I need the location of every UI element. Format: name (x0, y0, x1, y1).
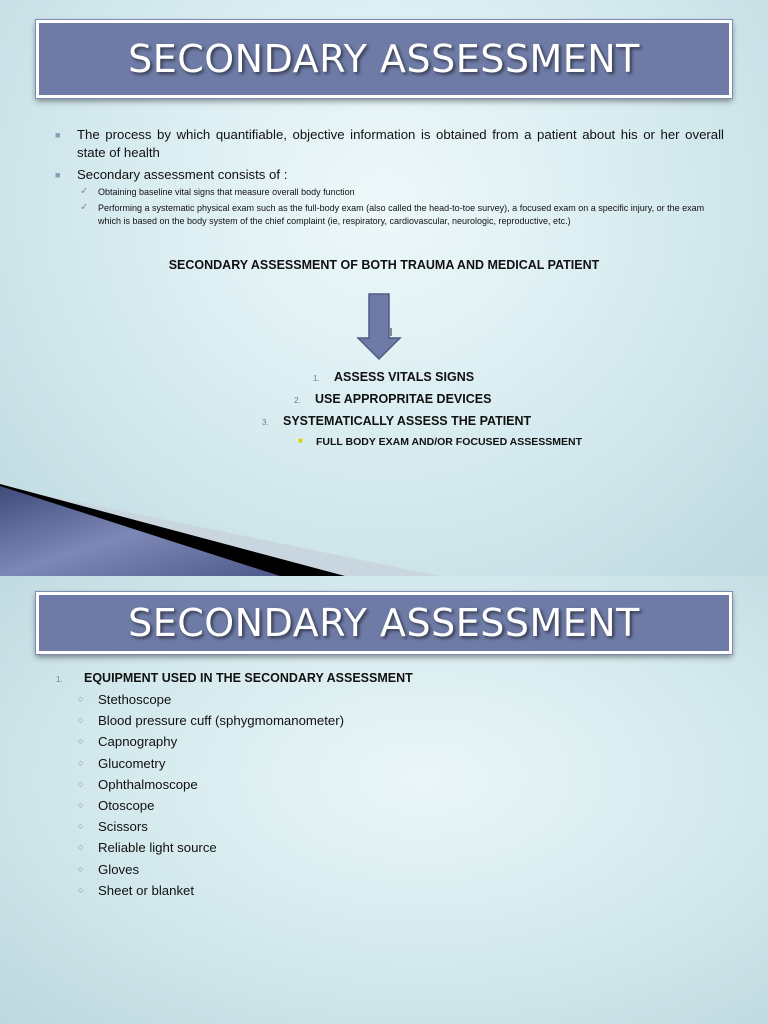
sub-bullet-text: Obtaining baseline vital signs that measure overall body function (98, 187, 355, 197)
equipment-label: Blood pressure cuff (sphygmomanometer) (98, 713, 345, 729)
step-item (262, 414, 532, 428)
step-label: USE APPROPRITAE DEVICES (315, 392, 492, 406)
equipment-item (78, 710, 344, 731)
step-item (313, 370, 475, 384)
circle-bullet-icon: ○ (78, 800, 84, 811)
equipment-item (78, 753, 344, 774)
equipment-label: Otoscope (98, 798, 155, 814)
check-icon: ✓ (80, 186, 89, 197)
equipment-item (78, 880, 344, 901)
equipment-item (78, 774, 344, 795)
down-arrow-icon (355, 292, 405, 362)
circle-bullet-icon: ○ (78, 863, 84, 874)
circle-bullet-icon: ○ (78, 715, 84, 726)
circle-bullet-icon: ○ (78, 842, 84, 853)
intro-bullet-list (54, 126, 724, 231)
square-bullet-icon: ■ (55, 130, 61, 140)
square-bullet-icon: ■ (298, 436, 303, 445)
slide-2 (0, 576, 768, 1024)
equipment-heading: EQUIPMENT USED IN THE SECONDARY ASSESSMENT (84, 671, 413, 685)
slide-1-title: SECONDARY ASSESSMENT (128, 37, 640, 81)
equipment-label: Sheet or blanket (98, 882, 195, 898)
step-label: ASSESS VITALS SIGNS (334, 370, 475, 384)
circle-bullet-icon: ○ (78, 694, 84, 704)
equipment-item (78, 795, 344, 816)
circle-bullet-icon: ○ (78, 757, 84, 768)
equipment-item (78, 731, 344, 752)
equipment-label: Ophthalmoscope (98, 776, 198, 792)
slide-2-title-box (36, 592, 732, 654)
slide-2-title: SECONDARY ASSESSMENT (128, 601, 640, 645)
list-number: 1. (56, 675, 63, 684)
step-label: SYSTEMATICALLY ASSESS THE PATIENT (283, 414, 532, 428)
equipment-item (78, 837, 344, 858)
square-bullet-icon: ■ (55, 170, 61, 180)
equipment-list (78, 689, 344, 901)
equipment-label: Stethoscope (98, 692, 172, 707)
sub-bullet-list (77, 186, 724, 228)
circle-bullet-icon: ○ (78, 736, 84, 747)
equipment-item (78, 689, 344, 710)
bullet-text: The process by which quantifiable, objective information is obtained from a patient about his or her overall state of health (77, 127, 724, 160)
equipment-label: Scissors (98, 819, 148, 835)
equipment-label: Gloves (98, 861, 140, 877)
check-icon: ✓ (80, 202, 89, 213)
equipment-item (78, 859, 344, 880)
sub-bullet-item (77, 186, 724, 199)
step-3-sub-item: FULL BODY EXAM AND/OR FOCUSED ASSESSMENT (316, 436, 583, 448)
sub-bullet-text: Performing a systematic physical exam such as the full-body exam (also called the head-to-toe survey), a focused exam on a specific injury, or the exam which is based on the body system of the chief complaint (ie, respiratory, cardiovascular, neurologic, reproductive, etc.) (98, 203, 705, 226)
center-heading: SECONDARY ASSESSMENT OF BOTH TRAUMA AND MEDICAL PATIENT (168, 258, 600, 272)
slide-1-title-box (36, 20, 732, 98)
circle-bullet-icon: ○ (78, 884, 84, 895)
bullet-text: Secondary assessment consists of : (77, 167, 288, 182)
bullet-item (54, 166, 724, 228)
step-number: 3. (262, 418, 269, 427)
circle-bullet-icon: ○ (78, 778, 84, 789)
circle-bullet-icon: ○ (78, 821, 84, 832)
step-number: 1. (313, 374, 320, 383)
equipment-label: Reliable light source (98, 840, 217, 856)
equipment-item (78, 816, 344, 837)
step-number: 2. (294, 396, 301, 405)
equipment-label: Glucometry (98, 755, 166, 771)
equipment-label: Capnography (98, 734, 178, 750)
bullet-item (54, 126, 724, 162)
sub-bullet-item (77, 202, 724, 228)
decorative-swoosh (0, 470, 768, 576)
step-item (294, 392, 492, 406)
